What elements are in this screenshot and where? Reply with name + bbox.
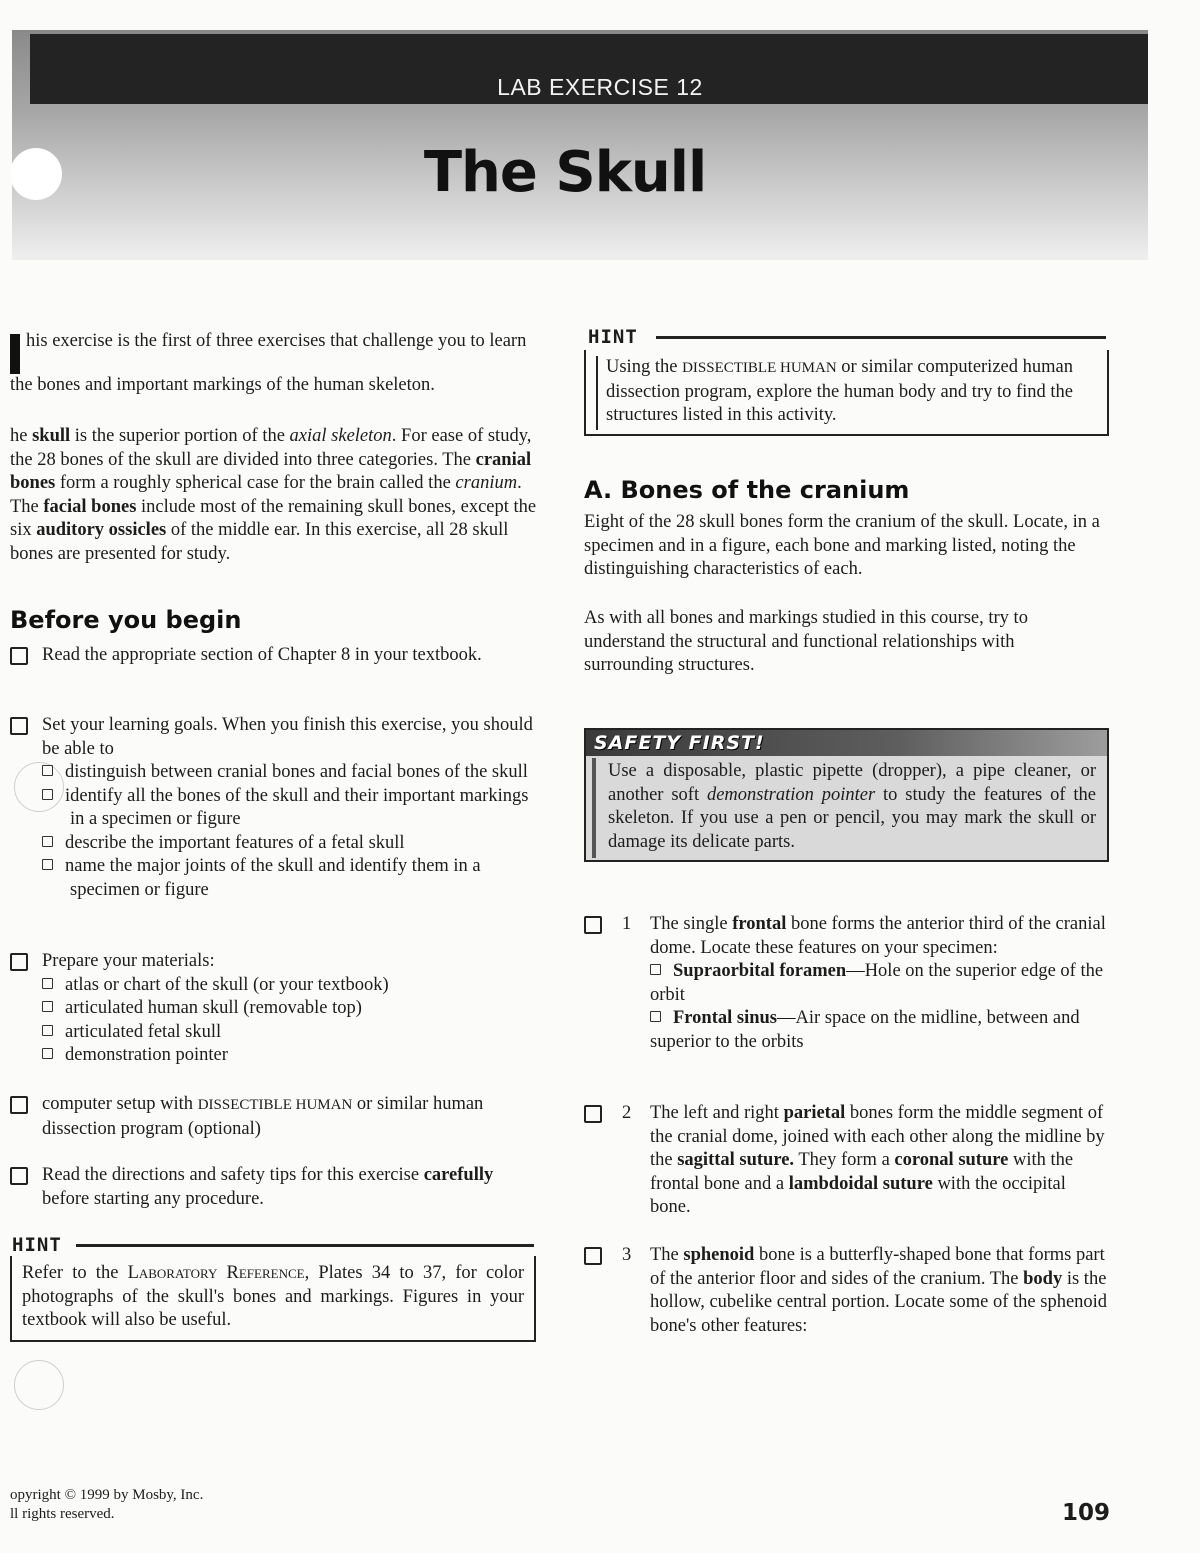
- checkbox-icon[interactable]: [584, 1105, 602, 1123]
- punch-hole: [10, 148, 62, 200]
- page-number: 109: [1062, 1500, 1111, 1526]
- materials-list: [42, 974, 538, 1068]
- step-text: The left and right parietal bones form the middle segment of the cranial dome, joined with each other along the midline by the sagittal suture. They form a coronal suture with the frontal bone and a lambdoidal suture with the occipital bone.: [650, 1103, 1105, 1217]
- checkbox-icon[interactable]: [42, 859, 53, 870]
- goal-item: distinguish between cranial bones and facial bones of the skull: [42, 761, 538, 785]
- checkbox-icon[interactable]: [42, 1001, 53, 1012]
- section-a-note: As with all bones and markings studied in this course, try to understand the structural and functional relationships with surrounding structures.: [584, 608, 1028, 675]
- step-text: The single frontal bone forms the anterior third of the cranial dome. Locate these features on your specimen: Supraorbital foramen—Hole on the superior edge of the orbit Frontal sinus—Air space on the midline, between and superior to the orbits: [650, 913, 1110, 1054]
- checklist-item: Prepare your materials: atlas or chart of the skull (or your textbook) articulated human skull (removable top) articulated fetal skull demonstration pointer: [10, 950, 538, 1068]
- checkbox-icon[interactable]: [42, 789, 53, 800]
- material-item: demonstration pointer: [42, 1044, 538, 1068]
- section-a-heading: A. Bones of the cranium: [584, 476, 910, 504]
- skull-description: he skull is the superior portion of the axial skeleton. For ease of study, the 28 bones of the skull are divided into three categories. The cranial bones form a roughly spherical case for the brain called the cranium. The facial bones include most of the remaining skull bones, except the six auditory ossicles of the middle ear. In this exercise, all 28 skull bones are presented for study.: [10, 426, 537, 564]
- before-you-begin-heading: Before you begin: [10, 606, 242, 634]
- checkbox-icon[interactable]: [42, 1048, 53, 1059]
- checkbox-icon[interactable]: [10, 1096, 28, 1114]
- intro-text: his exercise is the first of three exercises that challenge you to learn the bones and important markings of the human skeleton.: [10, 331, 527, 395]
- page-title: The Skull: [423, 140, 707, 205]
- feature-item: Frontal sinus—Air space on the midline, between and superior to the orbits: [650, 1008, 1080, 1052]
- hint-tag: HINT: [8, 1234, 66, 1256]
- checklist-item: Read the directions and safety tips for this exercise carefully before starting any procedure.: [10, 1164, 538, 1211]
- material-item: articulated human skull (removable top): [42, 997, 538, 1021]
- goal-item: name the major joints of the skull and identify them in a specimen or figure: [42, 855, 538, 902]
- goal-item: describe the important features of a fetal skull: [42, 832, 538, 856]
- checkbox-icon[interactable]: [10, 717, 28, 735]
- material-item: atlas or chart of the skull (or your textbook): [42, 974, 538, 998]
- lab-exercise-label: LAB EXERCISE 12: [497, 74, 703, 100]
- safety-box: SAFETY FIRST! Use a disposable, plastic pipette (dropper), a pipe cleaner, or another soft demonstration pointer to study the features of the skeleton. If you use a pen or pencil, you may mark the skull or damage its delicate parts.: [584, 728, 1109, 862]
- checkbox-icon[interactable]: [584, 1247, 602, 1265]
- intro-paragraph: [10, 330, 530, 398]
- safety-tag: SAFETY FIRST!: [594, 732, 765, 754]
- step-number: 2: [622, 1103, 632, 1123]
- checkbox-icon[interactable]: [584, 916, 602, 934]
- hint-rule: [76, 1244, 534, 1247]
- checklist-item: Set your learning goals. When you finish this exercise, you should be able to distinguish between cranial bones and facial bones of the skull identify all the bones of the skull and their important markings in a specimen or figure describe the important features of a fetal skull name the major joints of the skull and identify them in a specimen or figure: [10, 714, 538, 902]
- section-a-intro: Eight of the 28 skull bones form the cranium of the skull. Locate, in a specimen and in a figure, each bone and marking listed, noting the distinguishing characteristics of each.: [584, 512, 1100, 579]
- checkbox-icon[interactable]: [650, 1011, 661, 1022]
- checklist-item: Read the appropriate section of Chapter 8 in your textbook.: [10, 644, 530, 668]
- checkbox-icon[interactable]: [10, 647, 28, 665]
- drop-cap: [10, 334, 20, 374]
- punch-hole: [14, 1360, 64, 1410]
- step-1: [584, 913, 1108, 1083]
- checkbox-icon[interactable]: [42, 765, 53, 776]
- hint-box: Using the DISSECTIBLE HUMAN or similar computerized human dissection program, explore the human body and try to find the structures listed in this activity.: [584, 350, 1109, 436]
- checkbox-icon[interactable]: [10, 1167, 28, 1185]
- material-item: articulated fetal skull: [42, 1021, 538, 1045]
- hint-rule: [656, 336, 1106, 339]
- feature-item: Supraorbital foramen—Hole on the superior edge of the orbit: [650, 961, 1104, 1005]
- step-number: 1: [622, 914, 632, 934]
- checkbox-icon[interactable]: [42, 836, 53, 847]
- copyright-notice: opyright © 1999 by Mosby, Inc. ll rights reserved.: [10, 1487, 204, 1522]
- goals-list: [42, 761, 538, 902]
- checkbox-icon[interactable]: [10, 953, 28, 971]
- step-3: [584, 1244, 1108, 1344]
- checkbox-icon[interactable]: [650, 964, 661, 975]
- step-text: The sphenoid bone is a butterfly-shaped bone that forms part of the anterior floor and sides of the cranium. The body is the hollow, cubelike central portion. Locate some of the sphenoid bone's other features:: [650, 1245, 1108, 1336]
- hint-tag: HINT: [584, 326, 642, 348]
- step-2: [584, 1102, 1108, 1222]
- hint-box: Refer to the Laboratory Reference, Plates 34 to 37, for color photographs of the skull's bones and markings. Figures in your textbook will also be useful.: [10, 1256, 536, 1342]
- checklist-item: computer setup with DISSECTIBLE HUMAN or similar human dissection program (optional): [10, 1093, 538, 1141]
- step-number: 3: [622, 1245, 632, 1265]
- goal-item: identify all the bones of the skull and their important markings in a specimen or figure: [42, 785, 538, 832]
- checkbox-icon[interactable]: [42, 1025, 53, 1036]
- checkbox-icon[interactable]: [42, 978, 53, 989]
